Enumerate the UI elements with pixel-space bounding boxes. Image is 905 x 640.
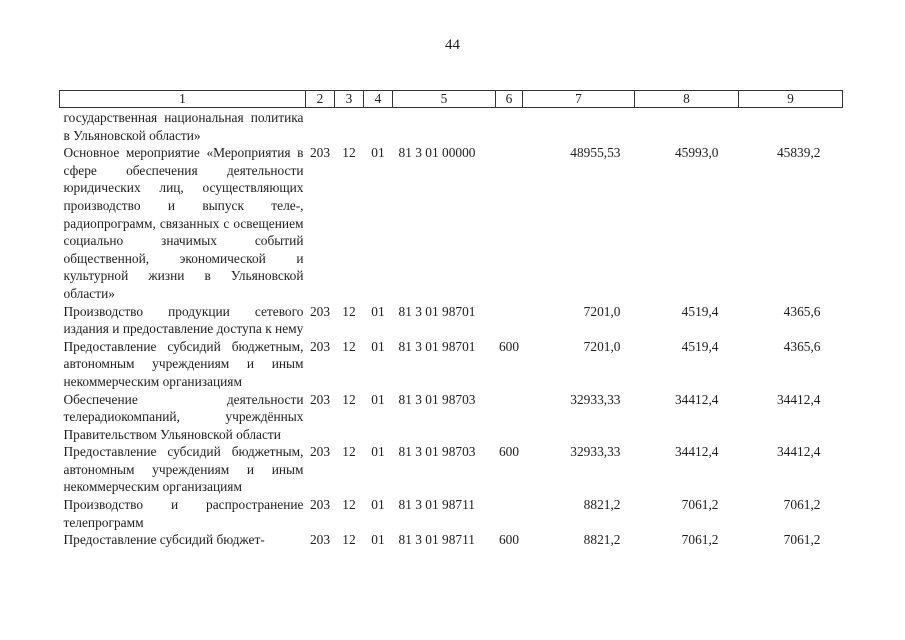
- cell-c2: 203: [309, 532, 331, 548]
- cell-c4: 01: [371, 532, 385, 548]
- cell-c6: 600: [498, 532, 520, 548]
- cell-c3: [335, 108, 364, 145]
- header-col-7: 7: [523, 91, 635, 108]
- cell-c5: 81 3 01 98703: [398, 391, 476, 407]
- cell-c8: 4519,4: [681, 303, 719, 319]
- cell-c2: 203: [309, 497, 331, 513]
- header-col-1: 1: [60, 91, 306, 108]
- cell-c3: 12: [342, 532, 356, 548]
- header-col-2: 2: [306, 91, 335, 108]
- cell-c8: 34412,4: [674, 391, 719, 407]
- cell-c4: 01: [371, 444, 385, 460]
- cell-c9: 7061,2: [783, 497, 821, 513]
- cell-c6: [496, 391, 523, 444]
- cell-c5: 81 3 01 00000: [398, 145, 476, 161]
- cell-name: Производство продукции сетевого издания и предоставление доступа к нему: [63, 303, 304, 337]
- cell-c6: [496, 303, 523, 338]
- cell-name: государственная национальная политика в Ульяновской области»: [63, 110, 304, 143]
- cell-c7: 7201,0: [583, 338, 621, 354]
- header-col-8: 8: [635, 91, 739, 108]
- cell-c3: 12: [342, 303, 356, 319]
- cell-c8: 7061,2: [681, 497, 719, 513]
- cell-name: Производство и распространение телепрограмм: [63, 497, 304, 530]
- cell-c3: 12: [342, 444, 356, 460]
- cell-c7: 8821,2: [583, 497, 621, 513]
- cell-c7: 8821,2: [583, 532, 621, 548]
- cell-c8: 34412,4: [674, 444, 719, 460]
- cell-c3: 12: [342, 338, 356, 354]
- header-col-3: 3: [335, 91, 364, 108]
- cell-c6: 600: [498, 338, 520, 354]
- cell-c6: [496, 144, 523, 302]
- cell-c9: 7061,2: [783, 532, 821, 548]
- cell-c5: 81 3 01 98711: [398, 532, 475, 548]
- cell-c5: 81 3 01 98703: [398, 444, 476, 460]
- cell-c9: 45839,2: [776, 145, 821, 161]
- cell-c9: 34412,4: [776, 391, 821, 407]
- cell-c7: 32933,33: [570, 444, 621, 460]
- cell-c9: 4365,6: [783, 338, 821, 354]
- cell-c4: 01: [371, 391, 385, 407]
- cell-c4: 01: [371, 145, 385, 161]
- cell-c6: [496, 108, 523, 145]
- cell-c2: 203: [309, 303, 331, 319]
- table-row: [60, 144, 843, 302]
- cell-c2: [306, 108, 335, 145]
- cell-c2: 203: [309, 391, 331, 407]
- header-col-5: 5: [393, 91, 496, 108]
- cell-c8: 7061,2: [681, 532, 719, 548]
- cell-c2: 203: [309, 145, 331, 161]
- cell-c3: 12: [342, 145, 356, 161]
- table-row: [60, 496, 843, 531]
- cell-name: Предоставление субсидий бюджетным, автономным учреждениям и иным некоммерческим организациям: [63, 338, 304, 389]
- cell-c3: 12: [342, 497, 356, 513]
- cell-c8: 4519,4: [681, 338, 719, 354]
- cell-c2: 203: [309, 338, 331, 354]
- cell-c9: 4365,6: [783, 303, 821, 319]
- cell-name: Обеспечение деятельности телерадиокомпаний, учреждённых Правительством Ульяновской области: [63, 391, 304, 442]
- header-col-4: 4: [364, 91, 393, 108]
- cell-c8: [635, 108, 739, 145]
- cell-c4: 01: [371, 338, 385, 354]
- cell-c5: 81 3 01 98701: [398, 303, 476, 319]
- header-col-6: 6: [496, 91, 523, 108]
- cell-c4: [364, 108, 393, 145]
- table-row: [60, 531, 843, 549]
- table-row: [60, 443, 843, 496]
- cell-c7: 32933,33: [570, 391, 621, 407]
- cell-c4: 01: [371, 303, 385, 319]
- cell-name: Предоставление субсидий бюджет-: [63, 532, 265, 548]
- cell-c4: 01: [371, 497, 385, 513]
- table-row: [60, 391, 843, 444]
- cell-c6: [496, 496, 523, 531]
- cell-c2: 203: [309, 444, 331, 460]
- header-row: [60, 91, 843, 108]
- cell-c7: [523, 108, 635, 145]
- cell-c9: 34412,4: [776, 444, 821, 460]
- cell-c5: [393, 108, 496, 145]
- cell-name: Основное мероприятие «Мероприятия в сфере обеспечения деятельности юридических лиц, осуществляющих производство и выпуск теле-, радиопрограмм, связанных с освещением социально значимых событий общественной, экономической и культурной жизни в Ульяновской области»: [63, 145, 304, 301]
- cell-c8: 45993,0: [674, 145, 719, 161]
- cell-c5: 81 3 01 98711: [398, 497, 475, 513]
- cell-c9: [739, 108, 843, 145]
- budget-table: [59, 90, 843, 549]
- cell-name: Предоставление субсидий бюджетным, автономным учреждениям и иным некоммерческим организациям: [63, 444, 304, 495]
- table-row: [60, 338, 843, 391]
- cell-c3: 12: [342, 391, 356, 407]
- table-row: [60, 303, 843, 338]
- cell-c7: 48955,53: [570, 145, 621, 161]
- cell-c6: 600: [498, 444, 520, 460]
- cell-c5: 81 3 01 98701: [398, 338, 476, 354]
- header-col-9: 9: [739, 91, 843, 108]
- table-body: [60, 108, 843, 549]
- cell-c7: 7201,0: [583, 303, 621, 319]
- table-row: [60, 108, 843, 145]
- page-number: 44: [445, 37, 460, 53]
